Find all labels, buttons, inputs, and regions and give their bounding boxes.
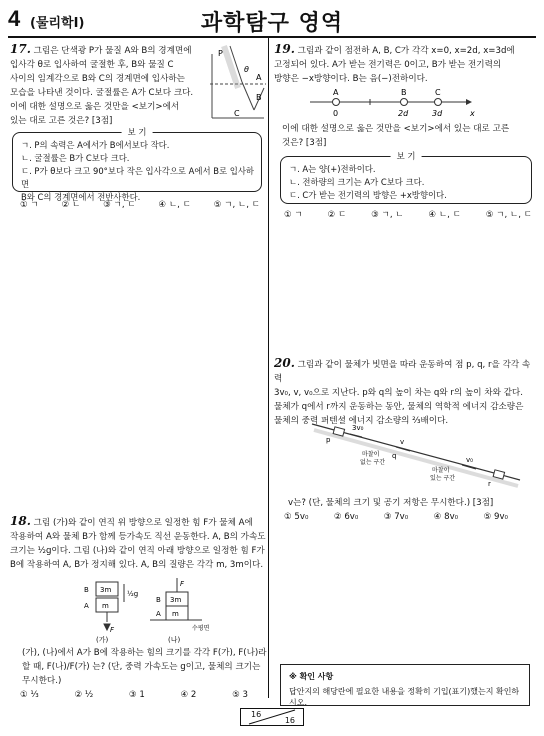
q19-text: 19. 그림과 같이 점전하 A, B, C가 각각 x=0, x=2d, x=3d에 고정되어 있다. A가 받는 전기력은 0이고, B가 받는 전기력의 방향은 −x방향이다. B는 음(−)전하이다.: [274, 42, 515, 84]
q19-charge-a: A: [333, 88, 339, 97]
question-17: [10, 42, 210, 128]
q19-axis-x: x: [470, 109, 475, 118]
q19-choice-4[interactable]: ④ ㄴ, ㄷ: [428, 210, 461, 220]
q19-bogi-title: 보 기: [391, 150, 422, 163]
q17-label-b: B: [256, 93, 262, 102]
page-total: 16: [284, 716, 295, 725]
q17-choice-5[interactable]: ⑤ ㄱ, ㄴ, ㄷ: [213, 200, 260, 210]
q20-speed-v0: v₀: [466, 456, 473, 464]
q20-slope-figure: [306, 418, 526, 492]
column-divider: [268, 38, 269, 698]
q18-label-b-left: B: [84, 586, 89, 594]
q20-number: 20.: [274, 356, 295, 370]
q17-label-c: C: [234, 109, 240, 118]
q20-text-2: v는? (단, 물체의 크기 및 공기 저항은 무시한다.) [3점]: [288, 498, 494, 508]
q17-choice-3[interactable]: ③ ㄱ, ㄷ: [103, 200, 136, 210]
q17-bogi-title: 보 기: [122, 126, 153, 139]
q18-mass-a-left: m: [102, 602, 109, 610]
q18-choice-5[interactable]: ⑤ 3: [232, 690, 248, 700]
q18-label-a-right: A: [156, 610, 161, 618]
q18-mass-b-left: 3m: [100, 586, 112, 594]
q17-bogi-box: 보 기 ㄱ. P의 속력은 A에서가 B에서보다 작다. ㄴ. 굴절률은 B가 C보다 크다. ㄷ. P가 θ보다 크고 90°보다 작은 입사각으로 A에서 B로 입사하면 B와 C의 경계면에서 전반사한다.: [12, 132, 262, 192]
question-19: [274, 42, 536, 86]
q20-choice-1[interactable]: ① 5v₀: [284, 512, 309, 522]
q18-label-a-left: A: [84, 602, 89, 610]
q19-choice-1[interactable]: ① ㄱ: [284, 210, 303, 220]
q18-caption-ga: (가): [96, 636, 109, 644]
q20-zone-friction: 마찰이 있는 구간: [430, 467, 456, 482]
q19-axis-figure: [300, 86, 480, 120]
q18-choice-3[interactable]: ③ 1: [128, 690, 145, 700]
note-title: ※ 확인 사항: [289, 672, 334, 681]
q19-choice-5[interactable]: ⑤ ㄱ, ㄴ, ㄷ: [485, 210, 532, 220]
q18-choice-4[interactable]: ④ 2: [180, 690, 197, 700]
q17-number: 17.: [10, 42, 31, 56]
header-rule: [8, 36, 536, 38]
q17-choice-2[interactable]: ② ㄴ: [61, 200, 81, 210]
subject-label: (물리학Ⅰ): [30, 16, 85, 31]
q20-speed-3v0: 3v₀: [352, 424, 364, 432]
q20-zone-frictionless: 마찰이 없는 구간: [360, 451, 386, 466]
q17-choice-4[interactable]: ④ ㄴ, ㄷ: [158, 200, 191, 210]
q17-label-theta: θ: [244, 65, 249, 74]
q19-tick-0: 0: [333, 109, 339, 118]
q18-choices: [20, 690, 248, 700]
q18-figure: [70, 576, 230, 644]
page-number-box: [240, 708, 304, 726]
q20-choices: [284, 512, 508, 522]
q20-choice-3[interactable]: ③ 7v₀: [383, 512, 409, 522]
q18-caption-na: (나): [168, 636, 181, 644]
note-text: 답안지의 해당란에 필요한 내용을 정확히 기입(표기)했는지 확인하시오.: [289, 687, 520, 707]
q18-force-left: F: [110, 626, 115, 634]
q20-point-p: p: [326, 436, 331, 444]
q17-choices: [20, 198, 260, 210]
confirmation-note: [280, 664, 530, 706]
q18-mass-a-right: m: [172, 610, 179, 618]
q20-speed-v: v: [400, 438, 405, 446]
q20-choice-5[interactable]: ⑤ 9v₀: [483, 512, 508, 522]
q18-number: 18.: [10, 514, 31, 528]
q19-choice-3[interactable]: ③ ㄱ, ㄴ: [371, 210, 404, 220]
q18-text: 18. 그림 (가)와 같이 연직 위 방향으로 일정한 힘 F가 물체 A에 작용하여 A와 물체 B가 함께 등가속도 직선 운동한다. A, B의 가속도 크기는 ½g이다. 그림 (나)와 같이 연직 아래 방향으로 일정한 힘 F가 B에 작용하여 A, B가 정지해 있다. A, B의 질량은 각각 m, 3m이다.: [10, 514, 266, 570]
q17-choice-1[interactable]: ① ㄱ: [20, 200, 39, 210]
q17-label-p: P: [218, 49, 223, 58]
q20-text: 20. 그림과 같이 물체가 빗면을 따라 운동하여 점 p, q, r을 각각 속력 3v₀, v, v₀으로 지난다. p와 q의 높이 차는 q와 r의 높이 차와 같다. 물체가 q에서 r까지 운동하는 동안, 물체의 역학적 에너지 감소량은 물체의 중력 퍼텐셜 에너지 감소량의 ⅔배이다.: [274, 356, 531, 426]
q18-choice-2[interactable]: ② ½: [74, 690, 94, 700]
q20-point-q: q: [392, 452, 397, 460]
page-section-number: 4: [8, 6, 21, 31]
q18-choice-1[interactable]: ① ⅓: [20, 690, 39, 700]
q19-tick-2d: 2d: [398, 109, 409, 118]
q19-bogi-box: 보 기 ㄱ. A는 양(+)전하이다. ㄴ. 전하량의 크기는 A가 C보다 크다. ㄷ. C가 받는 전기력의 방향은 +x방향이다.: [280, 156, 532, 204]
q17-label-a: A: [256, 73, 262, 82]
q17-text: 17. 그림은 단색광 P가 물질 A와 B의 경계면에 입사각 θ로 입사하여 굴절한 후, B와 물질 C 사이의 임계각으로 B와 C의 경계면에 입사하는 모습을 나타낸 것이다. 굴절률은 A가 C보다 크다. 이에 대한 설명으로 옳은 것만을 <보기>에서 있는 대로 고른 것은? [3점]: [10, 42, 194, 126]
q17-figure: [210, 44, 266, 120]
q19-charge-b: B: [401, 88, 407, 97]
q19-number: 19.: [274, 42, 295, 56]
q20-choice-4[interactable]: ④ 8v₀: [433, 512, 459, 522]
q19-choices: [284, 208, 532, 220]
q18-mass-b-right: 3m: [170, 596, 182, 604]
q19-tick-3d: 3d: [432, 109, 443, 118]
q18-floor-label: 수평면: [192, 625, 210, 632]
q18-label-b-right: B: [156, 596, 161, 604]
q19-text-2: 이에 대한 설명으로 옳은 것만을 <보기>에서 있는 대로 고른 것은? [3점]: [282, 124, 510, 148]
question-18: [10, 514, 266, 572]
q20-choice-2[interactable]: ② 6v₀: [333, 512, 359, 522]
q18-accel-label: ½g: [127, 590, 139, 598]
q18-text-2: (가), (나)에서 A가 B에 작용하는 힘의 크기를 각각 F(가), F(나)라 할 때, F(나)/F(가) 는? (단, 중력 가속도는 g이고, 물체의 크기는 무시한다.): [22, 648, 267, 686]
q19-choice-2[interactable]: ② ㄷ: [327, 210, 347, 220]
page-current: 16: [251, 710, 262, 719]
q20-point-r: r: [488, 480, 491, 488]
q19-charge-c: C: [435, 88, 441, 97]
page-title: 과학탐구 영역: [200, 11, 344, 36]
q18-force-right: F: [180, 580, 185, 588]
